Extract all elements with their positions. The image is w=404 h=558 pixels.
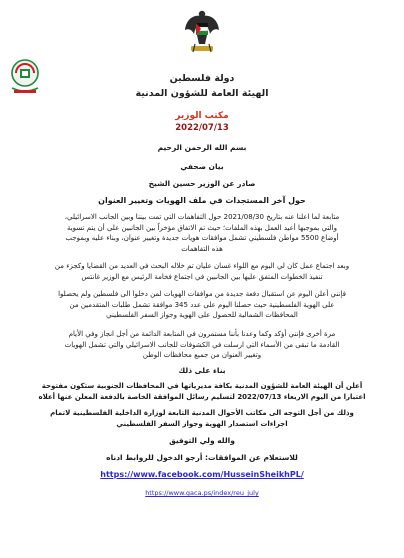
- paragraph-line: فإنني أعلن اليوم عن استقبال دفعة جديدة من موافقات الهويات لمن دخلوا الى فلسطين ولم يحصلوا: [58, 290, 346, 298]
- paragraph-line: القادمة ما تبقى من الأسماء التي ارسلت في الكشوفات للجانب الاسرائيلي والتي تشمل الهويات: [64, 340, 340, 349]
- paragraph-announcement: [18, 289, 386, 321]
- paragraph-meeting: [18, 261, 386, 282]
- statement-title: بيان صحفي: [180, 162, 224, 171]
- issuer-line: صادر عن الوزير حسين الشيخ: [148, 179, 256, 188]
- closing-line: والله ولي التوفيق: [169, 436, 235, 445]
- state-name: دولة فلسطين: [169, 73, 235, 84]
- paragraph-line: وبعد اجتماع عمل كان لي اليوم مع اللواء غسان عليان تم خلاله البحث في العديد من القضايا وكجزء من: [54, 262, 350, 270]
- paragraph-line: والتي بموجبها أعيد العمل بهذه الملفات؛ حيث تم الاتفاق مؤخراً بين الجانبين على أن يتم تسوية: [66, 223, 338, 232]
- paragraph-offices-open: [18, 381, 386, 402]
- authority-name: الهيئة العامة للشؤون المدنية: [135, 88, 269, 99]
- palestine-eagle-emblem-icon: [183, 6, 221, 56]
- paragraph-agreement: [18, 212, 386, 254]
- basmala: بسم الله الرحمن الرحيم: [157, 143, 247, 152]
- based-on-heading: بناء على ذلك: [178, 366, 226, 375]
- paragraph-line: المحافظات الشمالية للحصول على الهوية وجواز السفر الفلسطيني: [106, 311, 298, 320]
- paragraph-line: وتغيير العنوان من جميع محافظات الوطن: [142, 351, 262, 360]
- paragraph-line: على الهوية الفلسطينية حيث حصلنا اليوم على عدد 345 موافقة تشمل طلبات المتقدمين من: [69, 300, 335, 309]
- paragraph-line: أوضاع 5500 مواطن فلسطيني تشمل موافقات هويات جديدة وتغيير عنوان، وبناء عليه وبموجب: [65, 234, 339, 243]
- paragraph-line: تنفيذ الخطوات المتفق عليها بين الجانبين في اجتماع فخامة الرئيس مع الوزير غانتس: [81, 272, 323, 281]
- paragraph-line: هذه التفاهمات: [181, 244, 223, 253]
- paragraph-line: وذلك من أجل التوجه الى مكاتب الأحوال المدنية التابعة لوزارة الداخلية الفلسطينية لاتمام: [50, 409, 354, 417]
- paragraph-line: متابعة لما اعلنا عنه بتاريخ 2021/08/30 حول التفاهمات التي تمت بيننا وبين الجانب الاسرائيلي،: [64, 213, 340, 221]
- paragraph-line: اجراءات استصدار الهوية وجواز السفر الفلسطيني: [116, 419, 288, 428]
- paragraph-line: اعتبارا من اليوم الاربعاء 2022/07/13 لتسليم رسائل الموافقة الخاصة بالدفعة المعلن عنها أعلاه: [38, 392, 366, 401]
- paragraph-line: أعلن أن الهيئة العامة للشؤون المدنية بكافة مديرياتها في المحافظات الجنوبية ستكون مفتوحة: [41, 382, 363, 390]
- facebook-link[interactable]: https://www.facebook.com/HusseinSheikhPL/: [100, 470, 304, 479]
- gaca-link[interactable]: https://www.gaca.ps/index/reu_july: [145, 489, 259, 497]
- statement-date: 2022/07/13: [175, 123, 229, 133]
- paragraph-followup: [18, 329, 386, 361]
- subject-line: حول آخر المستجدات في ملف الهويات وتغيير العنوان: [98, 196, 306, 205]
- paragraph-procedures: [18, 408, 386, 429]
- paragraph-line: مرة أخرى فإنني أؤكد وكما وعدنا بأننا مستمرون في المتابعة الدائمة من أجل انجاز وفي الأيام: [68, 330, 336, 338]
- inquiry-line: للاستعلام عن الموافقات: أرجو الدخول للروابط ادناه: [106, 453, 298, 462]
- office-title: مكتب الوزير: [175, 111, 229, 121]
